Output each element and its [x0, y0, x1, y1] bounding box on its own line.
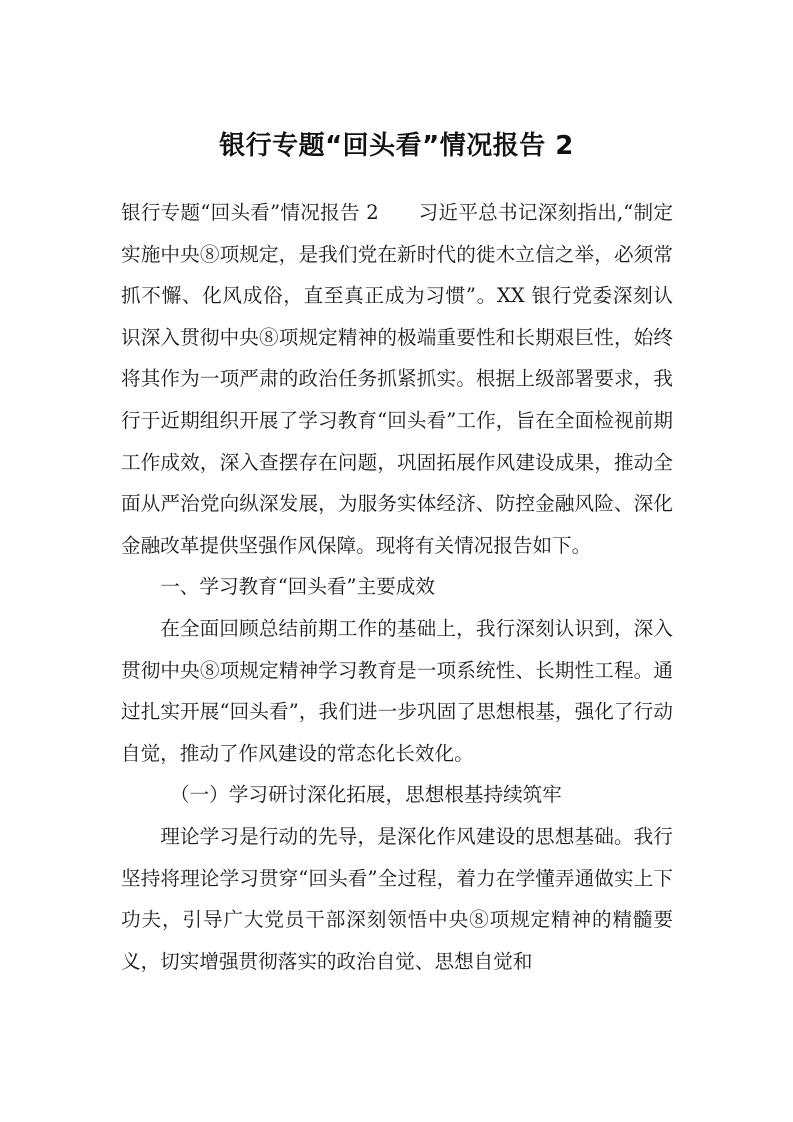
document-title: 银行专题“回头看”情况报告 2	[219, 131, 574, 161]
subsection-1-paragraph: 理论学习是行动的先导，是深化作风建设的思想基础。我行坚持将理论学习贯穿“回头看”全过程，着力在学懂弄通做实上下功夫，引导广大党员干部深刻领悟中央⑧项规定精神的精髓要义，切实增强贯彻落实的政治自觉、思想自觉和	[121, 824, 673, 973]
subsection-heading-1: （一）学习研讨深化拓展，思想根基持续筑牢	[170, 783, 562, 807]
document-body	[121, 192, 673, 982]
section-1-paragraph: 在全面回顾总结前期工作的基础上，我行深刻认识到，深入贯彻中央⑧项规定精神学习教育是一项系统性、长期性工程。通过扎实开展“回头看”，我们进一步巩固了思想根基，强化了行动自觉，推动了作风建设的常态化长效化。	[121, 616, 673, 765]
intro-paragraph: 银行专题“回头看”情况报告 2 习近平总书记深刻指出,“制定实施中央⑧项规定，是我们党在新时代的徙木立信之举，必须常抓不懈、化风成俗，直至真正成为习惯”。XX 银行党委深刻认识深入贯彻中央⑧项规定精神的极端重要性和长期艰巨性，始终将其作为一项严肃的政治任务抓紧抓实。根据上级部署要求，我行于近期组织开展了学习教育“回头看”工作，旨在全面检视前期工作成效，深入查摆存在问题，巩固拓展作风建设成果，推动全面从严治党向纵深发展，为服务实体经济、防控金融风险、深化金融改革提供坚强作风保障。现将有关情况报告如下。	[121, 201, 673, 557]
section-heading-1: 一、学习教育“回头看”主要成效	[160, 575, 435, 599]
